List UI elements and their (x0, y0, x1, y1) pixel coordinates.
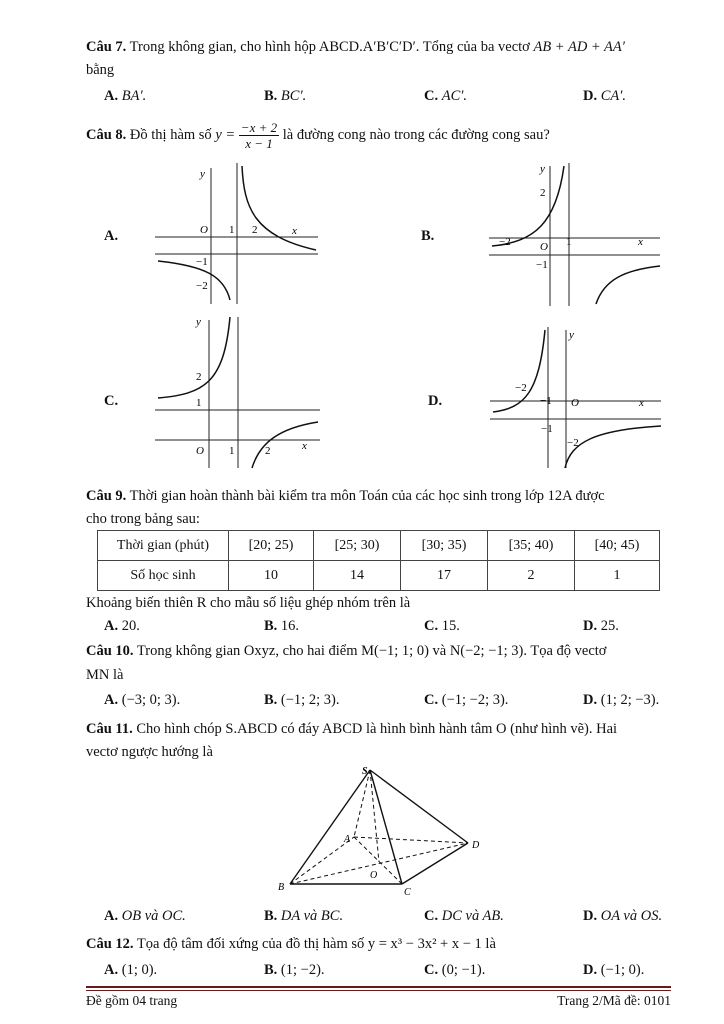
q12-option-c[interactable]: C. (0; −1). (424, 962, 486, 978)
q9-option-b[interactable]: B. 16. (264, 618, 300, 634)
q8-fraction: $\frac{-x + 2}{x - 1}$ (240, 120, 278, 151)
edge-cd (402, 843, 468, 884)
label-x: x (638, 236, 643, 248)
q12-option-d[interactable]: D. (−1; 0). (583, 962, 645, 978)
q9-option-c[interactable]: C. 15. (424, 618, 460, 634)
label-y: y (540, 163, 545, 175)
q8-graph-c (150, 312, 322, 470)
edge-ad (354, 837, 468, 843)
diag-bd (290, 843, 468, 884)
label-m2: −2 (567, 437, 579, 449)
label-y2: 2 (196, 371, 202, 383)
label-o: O (196, 445, 204, 457)
label-o: O (370, 870, 378, 881)
label-a: A (344, 834, 351, 845)
table-cell: [20; 25) (229, 531, 314, 561)
q11-option-a[interactable]: A. OB và OC. (104, 908, 186, 924)
label-xm1: −1 (540, 395, 552, 407)
label-s: S (362, 766, 368, 777)
label-2: 2 (540, 187, 546, 199)
table-cell: [40; 45) (575, 531, 660, 561)
label-m1: −1 (196, 256, 208, 268)
q8-option-b[interactable]: B. (421, 228, 435, 244)
q9-table (97, 530, 660, 591)
q8-label: Câu 8. (86, 126, 127, 143)
q11-option-d[interactable]: D. OA và OS. (583, 908, 663, 924)
q9-option-d[interactable]: D. 25. (583, 618, 619, 634)
curve-right (596, 266, 660, 304)
q8-option-c[interactable]: C. (104, 393, 119, 409)
curve-left (492, 166, 564, 246)
q7-option-d[interactable]: D. CA′. (583, 88, 627, 104)
edge-sb (290, 770, 370, 884)
edge-sc (370, 770, 402, 884)
label-o: O (540, 241, 548, 253)
label-o: O (571, 397, 579, 409)
q9-option-a[interactable]: A. 20. (104, 618, 140, 634)
q7-expr: AB + AD + AA′ (533, 39, 625, 55)
table-cell: 10 (229, 561, 314, 591)
table-cell: [30; 35) (401, 531, 488, 561)
curve-left (158, 317, 230, 398)
label-y: y (196, 316, 201, 328)
label-1: 1 (566, 236, 572, 248)
curve-right (565, 426, 661, 468)
label-x: x (302, 440, 307, 452)
label-b: B (278, 882, 285, 893)
label-m2: −2 (196, 280, 208, 292)
q8-graph-d (485, 322, 663, 470)
label-m1: −1 (541, 423, 553, 435)
q10-stem: Câu 10. Trong không gian Oxyz, cho hai điểm M(−1; 1; 0) và N(−2; −1; 3). Tọa độ vectơ (86, 643, 607, 659)
table-cell: [25; 30) (314, 531, 401, 561)
q7-text: Trong không gian, cho hình hộp ABCD.A′B′C′D′. Tổng của ba vectơ (129, 39, 530, 55)
footer-left: Đề gồm 04 trang (86, 993, 178, 1008)
q8-graph-b (484, 158, 662, 308)
q10-option-b[interactable]: B. (−1; 2; 3). (264, 692, 340, 708)
table-cell: 2 (488, 561, 575, 591)
label-m1: −1 (536, 259, 548, 271)
footer-right: Trang 2/Mã đề: 0101 (557, 993, 671, 1008)
label-x: x (639, 397, 644, 409)
label-c: C (404, 887, 411, 898)
label-x: x (292, 225, 297, 237)
q7-label: Câu 7. (86, 39, 127, 55)
q12-stem: Câu 12. Tọa độ tâm đối xứng của đồ thị hàm số y = x³ − 3x² + x − 1 là (86, 936, 496, 952)
curve-left (158, 261, 230, 300)
label-o: O (200, 224, 208, 236)
label-xm2: −2 (515, 382, 527, 394)
table-row (98, 531, 660, 561)
q12-option-a[interactable]: A. (1; 0). (104, 962, 158, 978)
q7-option-b[interactable]: B. BC′. (264, 88, 307, 104)
q7-stem (86, 38, 625, 56)
q9-stem-2: cho trong bảng sau: (86, 511, 200, 527)
label-1: 1 (229, 224, 235, 236)
q11-pyramid-figure (272, 762, 488, 898)
table-head-count: Số học sinh (98, 561, 229, 591)
table-row (98, 561, 660, 591)
label-y: y (569, 329, 574, 341)
label-y1: 1 (196, 397, 202, 409)
footer-rule (86, 986, 671, 988)
q10-option-d[interactable]: D. (1; 2; −3). (583, 692, 660, 708)
edge-sd (370, 770, 468, 843)
q9-stem-3: Khoảng biến thiên R cho mẫu số liệu ghép nhóm trên là (86, 595, 411, 611)
table-cell: 14 (314, 561, 401, 591)
q12-option-b[interactable]: B. (1; −2). (264, 962, 325, 978)
edge-sa (354, 770, 370, 837)
q8-option-d[interactable]: D. (428, 393, 443, 409)
table-cell: 17 (401, 561, 488, 591)
q11-option-b[interactable]: B. DA và BC. (264, 908, 344, 924)
label-d: D (472, 840, 480, 851)
q11-stem-2: vectơ ngược hướng là (86, 744, 213, 760)
label-2: 2 (265, 445, 271, 457)
q8-option-a[interactable]: A. (104, 228, 119, 244)
label-y: y (200, 168, 205, 180)
label-2: 2 (252, 224, 258, 236)
curve-left (493, 330, 545, 412)
table-head-time: Thời gian (phút) (98, 531, 229, 561)
label-1: 1 (229, 445, 235, 457)
q10-stem-2: MN là (86, 667, 124, 683)
q8-graph-a (150, 158, 320, 306)
footer-rule-thin (86, 990, 671, 991)
q7-option-c[interactable]: C. AC′. (424, 88, 468, 104)
label-m2: −2 (499, 236, 511, 248)
q10-option-a[interactable]: A. (−3; 0; 3). (104, 692, 181, 708)
table-cell: 1 (575, 561, 660, 591)
q8-stem: Câu 8. Đồ thị hàm số y = $\frac{-x + 2}{x - 1}$ là đường cong nào trong các đường cong sau? (86, 120, 550, 151)
table-cell: [35; 40) (488, 531, 575, 561)
q7-option-a[interactable]: A. BA′. (104, 88, 147, 104)
q11-option-c[interactable]: C. DC và AB. (424, 908, 504, 924)
q9-stem: Câu 9. Thời gian hoàn thành bài kiểm tra môn Toán của các học sinh trong lớp 12A được (86, 488, 605, 504)
curve-right (252, 422, 318, 468)
q10-option-c[interactable]: C. (−1; −2; 3). (424, 692, 509, 708)
q11-stem: Câu 11. Cho hình chóp S.ABCD có đáy ABCD là hình bình hành tâm O (như hình vẽ). Hai (86, 721, 618, 737)
q7-stem-2: bằng (86, 62, 115, 78)
